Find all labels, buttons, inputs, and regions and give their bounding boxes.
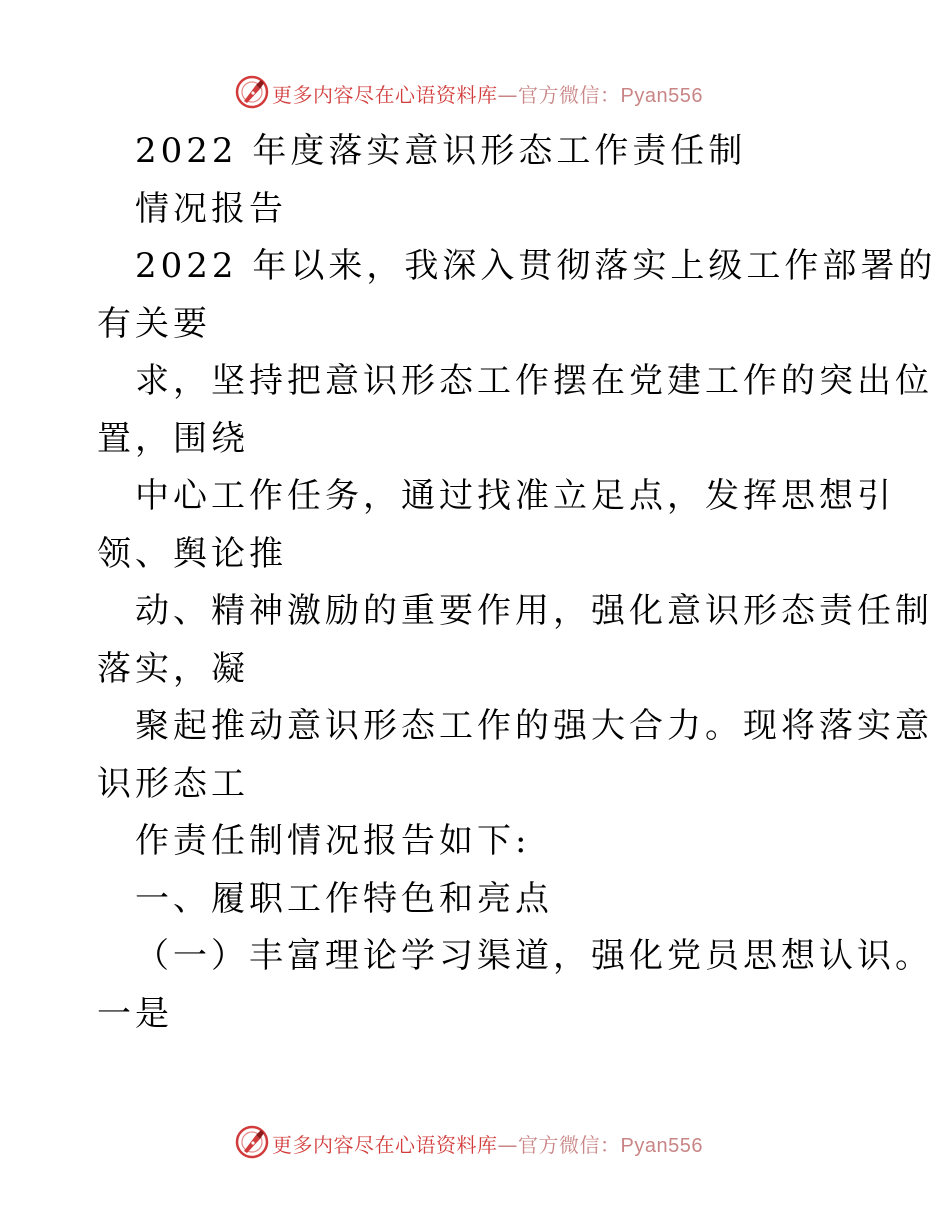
paragraph-line: 动、精神激励的重要作用，强化意识形态责任制 [135,591,933,631]
watermark-sub: 官方微信： [518,83,621,107]
paragraph-line: 中心工作任务，通过找准立足点，发挥思想引 [135,476,895,516]
paragraph-line: 作责任制情况报告如下: [135,821,531,861]
section-heading: 一、履职工作特色和亮点 [135,878,553,919]
paragraph-line: 识形态工 [97,763,249,804]
watermark-main: 更多内容尽在心语资料库 [272,1133,498,1157]
paragraph-line: 落实，凝 [97,648,249,689]
paragraph-line: 领、舆论推 [97,533,287,574]
paragraph-line: 聚起推动意识形态工作的强大合力。现将落实意 [135,706,933,746]
document-body [97,123,937,1043]
watermark-banner-bottom [0,1122,950,1162]
paragraph-line: 2022 年以来，我深入贯彻落实上级工作部署的 [135,246,937,286]
watermark-id: Pyan556 [620,1135,703,1157]
watermark-dash: — [497,1133,518,1157]
pen-nib-logo-icon [234,1124,270,1160]
watermark-sub: 官方微信： [518,1133,621,1157]
watermark-text [272,1129,703,1158]
subsection-heading: （一）丰富理论学习渠道，强化党员思想认识。 [135,936,933,976]
paragraph-line: 置，围绕 [97,418,249,459]
pen-nib-logo-icon [234,74,270,110]
doc-title-line-2: 情况报告 [135,188,287,229]
paragraph-line: 有关要 [97,303,211,344]
watermark-id: Pyan556 [620,85,703,107]
doc-title-line-1: 2022 年度落实意识形态工作责任制 [135,131,747,171]
paragraph-line: 一是 [97,993,173,1034]
watermark-dash: — [497,83,518,107]
watermark-main: 更多内容尽在心语资料库 [272,83,498,107]
watermark-banner-top [0,72,950,112]
watermark-text [272,79,703,108]
paragraph-line: 求，坚持把意识形态工作摆在党建工作的突出位 [135,361,933,401]
